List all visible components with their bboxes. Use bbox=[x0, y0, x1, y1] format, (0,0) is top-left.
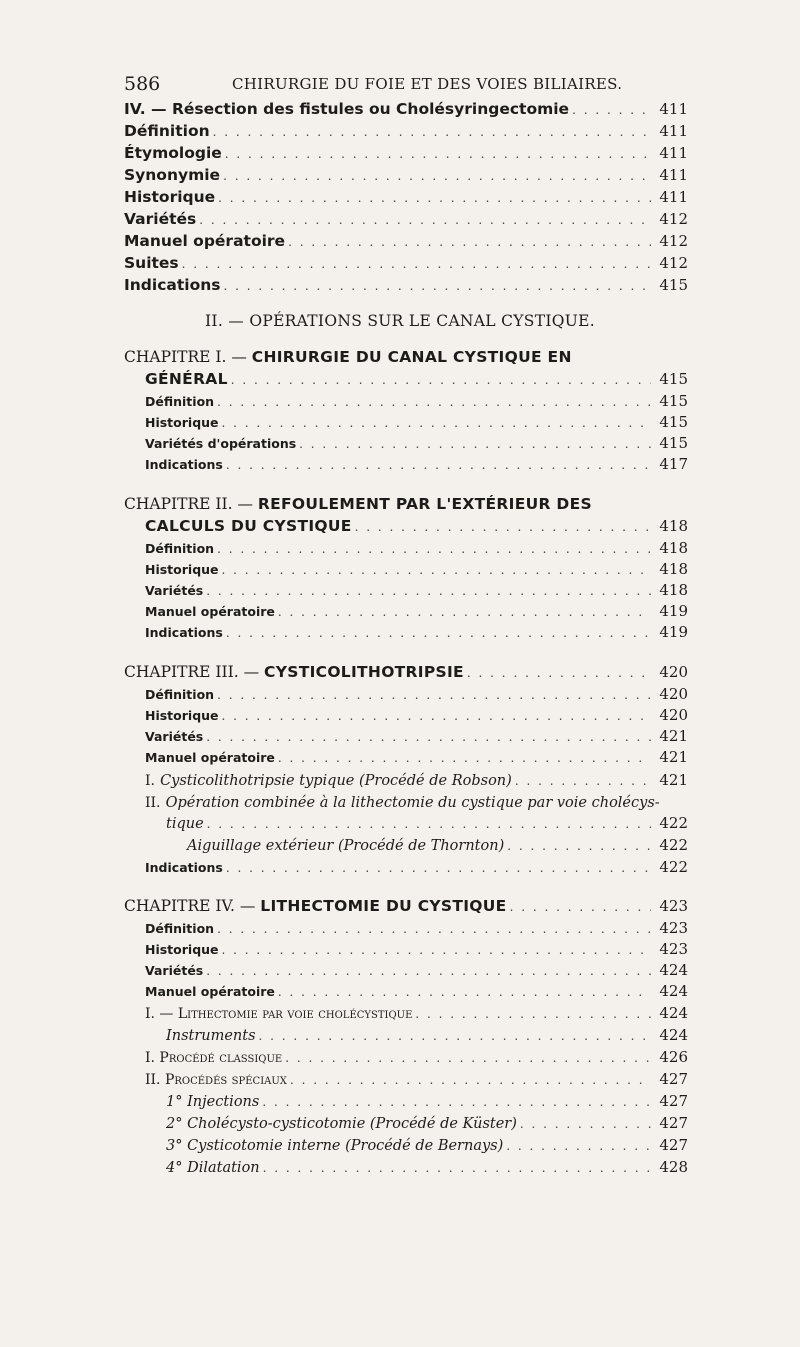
dot-leader bbox=[218, 191, 651, 205]
entry-text: I. Procédé classique bbox=[145, 1050, 283, 1066]
dot-leader bbox=[355, 520, 651, 534]
entry-page: 427 bbox=[659, 1092, 688, 1110]
entry-text: Définition bbox=[124, 122, 210, 140]
entry-text: 1° Injections bbox=[166, 1094, 260, 1110]
chapter-heading-cont[interactable] bbox=[0, 517, 800, 539]
folio: 586 bbox=[124, 73, 161, 95]
entry-text: I. — Lithectomie par voie cholécystique bbox=[145, 1006, 413, 1022]
toc-subentry[interactable] bbox=[0, 1070, 800, 1092]
entry-page: 420 bbox=[659, 685, 688, 703]
dot-leader bbox=[225, 147, 651, 161]
entry-page: 421 bbox=[659, 771, 688, 789]
entry-number: II. bbox=[145, 795, 161, 811]
dot-leader bbox=[226, 861, 651, 875]
toc-entry[interactable] bbox=[0, 188, 800, 210]
dot-leader bbox=[226, 626, 651, 640]
entry-page: 411 bbox=[659, 188, 688, 206]
dot-leader bbox=[278, 751, 651, 765]
dot-leader bbox=[263, 1161, 651, 1175]
entry-page: 423 bbox=[659, 919, 688, 937]
toc-subentry[interactable] bbox=[0, 1004, 800, 1026]
entry-page: 418 bbox=[659, 517, 688, 535]
entry-text: IV. — Résection des fistules ou Cholésyringectomie bbox=[124, 100, 570, 118]
toc-subentry[interactable] bbox=[0, 1158, 800, 1180]
entry-text: Définition bbox=[145, 541, 215, 556]
chapter-title: CYSTICOLITHOTRIPSIE bbox=[264, 663, 464, 681]
toc-entry-iv[interactable] bbox=[0, 100, 800, 122]
toc-subentry[interactable] bbox=[0, 1048, 800, 1070]
toc-entry[interactable] bbox=[0, 144, 800, 166]
toc-entry[interactable] bbox=[0, 254, 800, 276]
toc-entry[interactable] bbox=[0, 413, 800, 435]
dot-leader bbox=[217, 395, 651, 409]
dot-leader bbox=[224, 279, 652, 293]
entry-page: 427 bbox=[659, 1136, 688, 1154]
dot-leader bbox=[207, 817, 651, 831]
entry-text bbox=[145, 370, 228, 388]
entry-page: 422 bbox=[659, 836, 688, 854]
entry-page: 415 bbox=[659, 392, 688, 410]
entry-page: 412 bbox=[659, 254, 688, 272]
toc-subentry[interactable] bbox=[0, 836, 800, 858]
entry-page: 418 bbox=[659, 539, 688, 557]
toc-entry[interactable] bbox=[0, 940, 800, 962]
dot-leader bbox=[262, 1095, 651, 1109]
dot-leader bbox=[510, 900, 651, 914]
dot-leader bbox=[222, 563, 651, 577]
entry-text bbox=[145, 517, 352, 535]
dot-leader bbox=[259, 1029, 651, 1043]
dot-leader bbox=[506, 1139, 651, 1153]
dot-leader bbox=[290, 1073, 651, 1087]
entry-text: Manuel opératoire bbox=[145, 750, 275, 765]
dot-leader bbox=[222, 709, 651, 723]
entry-page: 421 bbox=[659, 727, 688, 745]
entry-page: 420 bbox=[659, 663, 688, 681]
dot-leader bbox=[231, 373, 651, 387]
dot-leader bbox=[206, 730, 651, 744]
dot-leader bbox=[285, 1051, 651, 1065]
entry-text: Indications bbox=[124, 276, 221, 294]
toc-entry[interactable] bbox=[0, 434, 800, 456]
entry-text: Indications bbox=[145, 457, 223, 472]
chapter-heading[interactable] bbox=[124, 495, 592, 513]
entry-page: 418 bbox=[659, 560, 688, 578]
toc-entry[interactable] bbox=[0, 232, 800, 254]
chapter-heading[interactable] bbox=[0, 897, 800, 919]
dot-leader bbox=[299, 437, 651, 451]
entry-page: 423 bbox=[659, 897, 688, 915]
dot-leader bbox=[217, 542, 651, 556]
dot-leader bbox=[222, 943, 651, 957]
chapter-title: GÉNÉRAL bbox=[145, 370, 228, 388]
entry-page: 424 bbox=[659, 1026, 688, 1044]
entry-text: Historique bbox=[145, 942, 219, 957]
running-title: CHIRURGIE DU FOIE ET DES VOIES BILIAIRES. bbox=[232, 75, 623, 93]
dot-leader bbox=[223, 169, 651, 183]
toc-entry[interactable] bbox=[0, 727, 800, 749]
entry-text: Historique bbox=[124, 188, 216, 206]
entry-page: 421 bbox=[659, 748, 688, 766]
entry-text: Variétés bbox=[145, 963, 204, 978]
entry-text bbox=[145, 770, 512, 789]
entry-text: Historique bbox=[145, 708, 219, 723]
entry-text: 3° Cysticotomie interne (Procédé de Bernays) bbox=[166, 1138, 504, 1154]
part-title: II. — OPÉRATIONS SUR LE CANAL CYSTIQUE. bbox=[205, 312, 595, 330]
dot-leader bbox=[226, 458, 651, 472]
entry-text bbox=[124, 897, 507, 915]
toc-entry[interactable] bbox=[0, 560, 800, 582]
entry-page: 419 bbox=[659, 602, 688, 620]
dot-leader bbox=[278, 605, 651, 619]
entry-page: 411 bbox=[659, 166, 688, 184]
toc-entry[interactable] bbox=[0, 961, 800, 983]
entry-page: 411 bbox=[659, 122, 688, 140]
entry-page: 423 bbox=[659, 940, 688, 958]
toc-subentry[interactable] bbox=[0, 1026, 800, 1048]
chapter-title: REFOULEMENT PAR L'EXTÉRIEUR DES bbox=[257, 495, 592, 513]
entry-text bbox=[124, 663, 464, 681]
entry-page: 428 bbox=[659, 1158, 688, 1176]
toc-subentry[interactable] bbox=[145, 792, 660, 811]
entry-page: 427 bbox=[659, 1114, 688, 1132]
entry-page: 418 bbox=[659, 581, 688, 599]
toc-subentry[interactable] bbox=[0, 1092, 800, 1114]
entry-page: 422 bbox=[659, 814, 688, 832]
toc-entry[interactable] bbox=[0, 706, 800, 728]
dot-leader bbox=[199, 213, 651, 227]
toc-entry[interactable] bbox=[0, 748, 800, 770]
entry-page: 412 bbox=[659, 210, 688, 228]
entry-page: 415 bbox=[659, 413, 688, 431]
toc-entry[interactable] bbox=[0, 455, 800, 477]
entry-number: I. bbox=[145, 773, 155, 789]
dot-leader bbox=[217, 922, 651, 936]
entry-text: Variétés bbox=[145, 583, 204, 598]
entry-page: 411 bbox=[659, 144, 688, 162]
entry-text: Indications bbox=[145, 625, 223, 640]
entry-text: Définition bbox=[145, 394, 215, 409]
toc-entry[interactable] bbox=[0, 392, 800, 414]
toc-entry[interactable] bbox=[0, 166, 800, 188]
dot-leader bbox=[572, 103, 651, 117]
entry-text: Instruments bbox=[166, 1028, 256, 1044]
chapter-prefix: CHAPITRE III. — bbox=[124, 663, 260, 681]
toc-entry[interactable] bbox=[0, 982, 800, 1004]
entry-page: 417 bbox=[659, 455, 688, 473]
entry-page: 424 bbox=[659, 1004, 688, 1022]
entry-text: Variétés bbox=[124, 210, 197, 228]
dot-leader bbox=[213, 125, 651, 139]
chapter-heading-cont[interactable] bbox=[0, 370, 800, 392]
entry-text: 2° Cholécysto-cysticotomie (Procédé de Küster) bbox=[166, 1116, 517, 1132]
dot-leader bbox=[222, 416, 651, 430]
chapter-heading[interactable] bbox=[124, 348, 572, 366]
toc-entry[interactable] bbox=[0, 276, 800, 298]
entry-text: Suites bbox=[124, 254, 179, 272]
entry-title: Opération combinée à la lithectomie du cystique par voie cholécys- bbox=[165, 795, 660, 811]
entry-text: tique bbox=[166, 816, 204, 832]
entry-text: Définition bbox=[145, 921, 215, 936]
dot-leader bbox=[206, 964, 651, 978]
entry-page: 426 bbox=[659, 1048, 688, 1066]
entry-page: 427 bbox=[659, 1070, 688, 1088]
toc-entry[interactable] bbox=[0, 581, 800, 603]
toc-subentry[interactable] bbox=[0, 1136, 800, 1158]
entry-page: 415 bbox=[659, 276, 688, 294]
entry-text: Définition bbox=[145, 687, 215, 702]
dot-leader bbox=[278, 985, 651, 999]
entry-text: Variétés d'opérations bbox=[145, 436, 297, 451]
entry-text: Manuel opératoire bbox=[145, 604, 275, 619]
entry-page: 422 bbox=[659, 858, 688, 876]
chapter-prefix: CHAPITRE I. — bbox=[124, 348, 247, 366]
dot-leader bbox=[467, 666, 651, 680]
entry-page: 424 bbox=[659, 982, 688, 1000]
toc-entry[interactable] bbox=[0, 919, 800, 941]
chapter-title: LITHECTOMIE DU CYSTIQUE bbox=[260, 897, 507, 915]
toc-entry[interactable] bbox=[0, 539, 800, 561]
dot-leader bbox=[182, 257, 651, 271]
entry-page: 415 bbox=[659, 370, 688, 388]
toc-entry[interactable] bbox=[0, 858, 800, 880]
toc-entry[interactable] bbox=[0, 122, 800, 144]
entry-page: 411 bbox=[659, 100, 688, 118]
entry-text: Variétés bbox=[145, 729, 204, 744]
toc-subentry-cont[interactable] bbox=[0, 814, 800, 836]
toc-entry[interactable] bbox=[0, 685, 800, 707]
toc-subentry[interactable] bbox=[0, 1114, 800, 1136]
page-header bbox=[124, 73, 684, 97]
entry-text: II. Procédés spéciaux bbox=[145, 1072, 287, 1088]
entry-page: 412 bbox=[659, 232, 688, 250]
dot-leader bbox=[520, 1117, 651, 1131]
chapter-prefix: CHAPITRE IV. — bbox=[124, 897, 256, 915]
dot-leader bbox=[515, 774, 651, 788]
dot-leader bbox=[206, 584, 651, 598]
entry-page: 419 bbox=[659, 623, 688, 641]
entry-text: Historique bbox=[145, 562, 219, 577]
entry-text: Manuel opératoire bbox=[145, 984, 275, 999]
entry-text: Manuel opératoire bbox=[124, 232, 286, 250]
toc-subentry[interactable] bbox=[0, 770, 800, 792]
entry-title: Cysticolithotripsie typique (Procédé de Robson) bbox=[160, 773, 512, 789]
chapter-prefix: CHAPITRE II. — bbox=[124, 495, 253, 513]
entry-text: Indications bbox=[145, 860, 223, 875]
entry-page: 415 bbox=[659, 434, 688, 452]
toc-entry[interactable] bbox=[0, 623, 800, 645]
entry-text: Historique bbox=[145, 415, 219, 430]
entry-text: Étymologie bbox=[124, 144, 222, 162]
entry-page: 424 bbox=[659, 961, 688, 979]
entry-page: 420 bbox=[659, 706, 688, 724]
chapter-title: CHIRURGIE DU CANAL CYSTIQUE EN bbox=[251, 348, 572, 366]
entry-text: Synonymie bbox=[124, 166, 221, 184]
toc-entry[interactable] bbox=[0, 602, 800, 624]
dot-leader bbox=[415, 1007, 651, 1021]
entry-text: Aiguillage extérieur (Procédé de Thornton) bbox=[187, 838, 505, 854]
dot-leader bbox=[217, 688, 651, 702]
dot-leader bbox=[507, 839, 651, 853]
chapter-title: CALCULS DU CYSTIQUE bbox=[145, 517, 352, 535]
chapter-heading[interactable] bbox=[0, 663, 800, 685]
toc-entry[interactable] bbox=[0, 210, 800, 232]
entry-text: 4° Dilatation bbox=[166, 1160, 260, 1176]
dot-leader bbox=[288, 235, 651, 249]
